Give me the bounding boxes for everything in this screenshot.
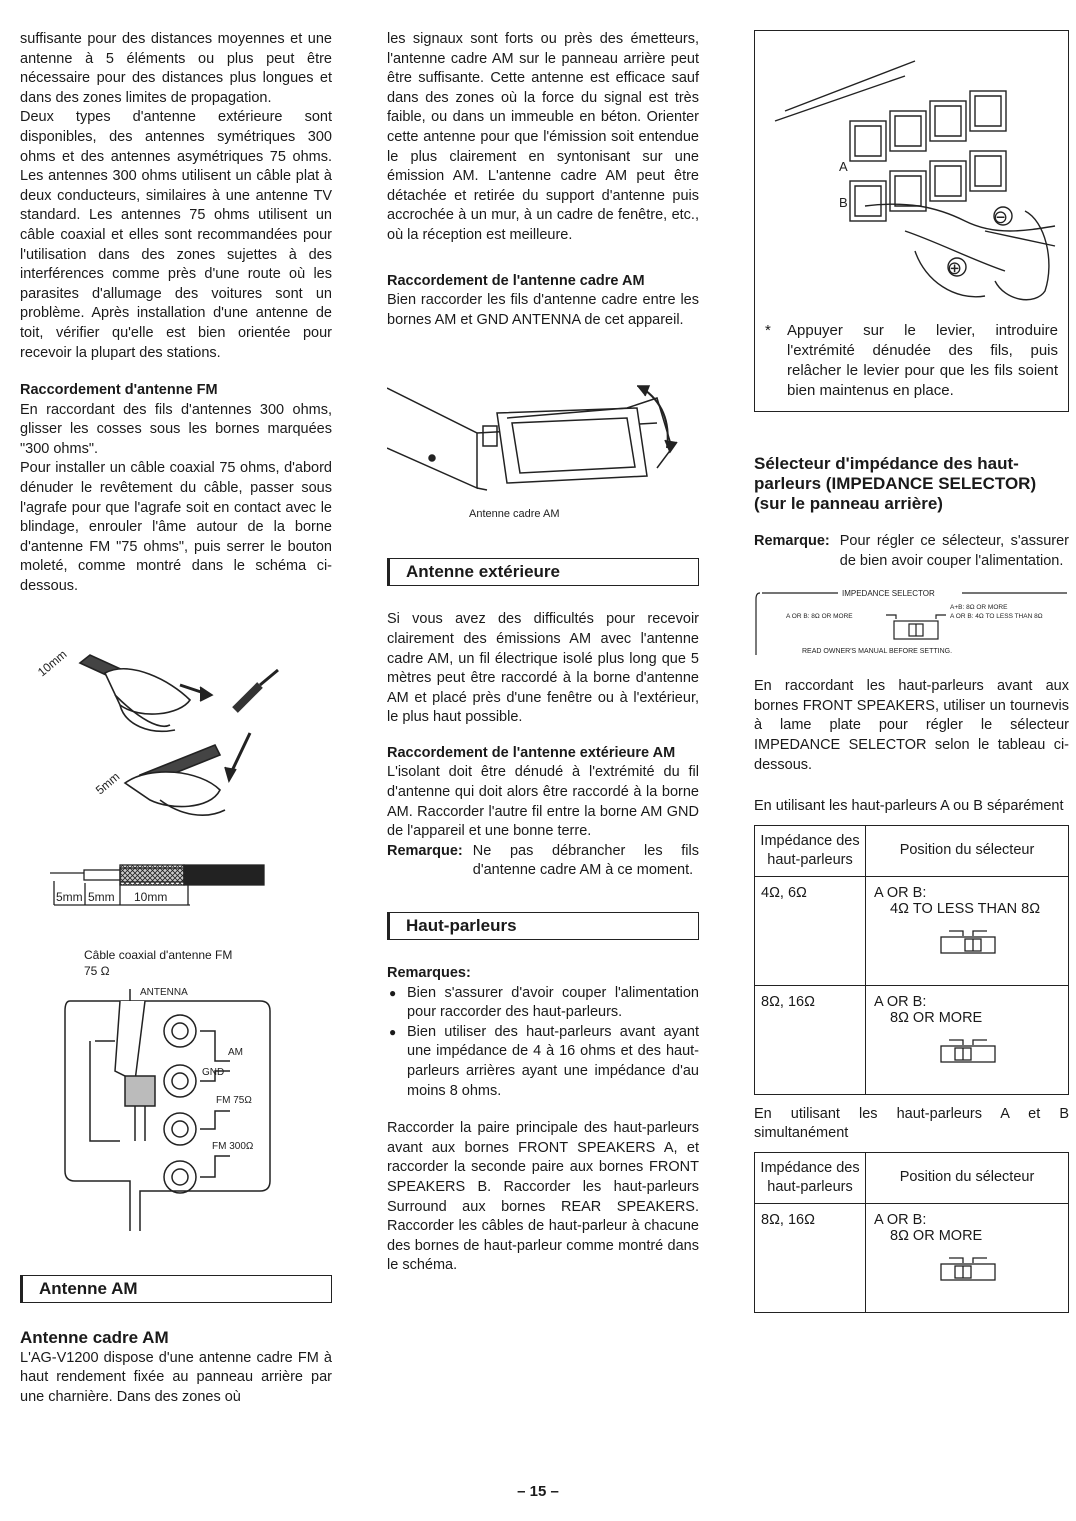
table-cell-impedance: 8Ω, 16Ω xyxy=(755,1203,866,1312)
terminal-note-text: Appuyer sur le levier, introduire l'extrémité dénudée des fils, puis relâcher le levier pour que les fils soient bien maintenus en place. xyxy=(787,322,1058,399)
table-cell-position xyxy=(866,876,1069,985)
dim-a-label: 5mm xyxy=(56,889,83,904)
fm-paragraph-1: En raccordant des fils d'antennes 300 ohms, glisser les cosses sous les bornes marquées "300 ohms". xyxy=(20,401,332,457)
loop-continued-paragraph: les signaux sont forts ou près des émetteurs, l'antenne cadre AM sur le panneau arrière peut être suffisante. Cette antenne est efficace sauf dans des zones où la force du signal est très faible, ou dans un immeuble en béton. Orienter cette antenne pour que l'émission soit entendue le plus clairement en syntonisant sur une émission AM. L'antenne cadre AM peut être détachée et retirée du support d'antenne puis accrochée à un mur, à un cadre de fenêtre, etc., où la réception est meilleure. xyxy=(387,31,699,243)
selector-switch-icon xyxy=(933,1254,1003,1282)
speaker-connection-paragraph: Raccorder la paire principale des haut-parleurs avant aux bornes FRONT SPEAKERS A, et raccorder la seconde paire aux bornes FRONT SPEAKERS B. Raccorder les haut-parleurs Surround aux bornes REAR SPEAKERS. Raccorder les câbles de haut-parleur à chacune des bornes de haut-parleur comme montré dans le schéma. xyxy=(387,1120,699,1274)
list-item: ● Bien s'assurer d'avoir couper l'alimentation pour raccorder des haut-parleurs. xyxy=(387,984,699,1023)
loop-connection-paragraph: Bien raccorder les fils d'antenne cadre entre les bornes AM et GND ANTENNA de cet appareil. xyxy=(387,292,699,328)
panel-title: IMPEDANCE SELECTOR xyxy=(842,589,935,599)
terminal-am-label: AM xyxy=(228,1046,243,1058)
antenna-types-paragraph: Deux types d'antenne extérieure sont disponibles, des antennes symétriques 300 ohms et des antennes asymétriques 75 ohms. Les antennes 300 ohms utilisent un câble plat à deux conducteurs, similaires à une antenne TV standard. Les antennes 75 ohms utilisent un câble coaxial et elles sont recommandées pour l'utilisation dans des zones sujettes à des interférences comme près d'une route où les parasites d'allumage des voitures sont un problème. Après installation d'une antenne de toit, vérifier qu'elle est bien orientée pour recevoir la plupart des stations. xyxy=(20,109,332,361)
remarks-heading: Remarques: xyxy=(387,965,471,982)
remark-label: Remarque: xyxy=(754,533,830,549)
fm-connection-heading: Raccordement d'antenne FM xyxy=(20,382,218,399)
remark-text: Ne pas débrancher les fils d'antenne cadre AM à ce moment. xyxy=(472,842,699,879)
coax-dimension-illustration xyxy=(20,853,332,913)
column-1 xyxy=(20,30,332,1407)
panel-right-label-2: A OR B: 4Ω TO LESS THAN 8Ω xyxy=(950,613,1043,621)
outdoor-remark xyxy=(387,842,699,881)
selector-switch-icon xyxy=(933,1036,1003,1064)
table-header-position: Position du sélecteur xyxy=(866,825,1069,876)
panel-bottom-label: READ OWNER'S MANUAL BEFORE SETTING. xyxy=(802,648,953,656)
dim-10mm-label: 10mm xyxy=(34,646,70,679)
table-header-position: Position du sélecteur xyxy=(866,1152,1069,1203)
page-number: – 15 – xyxy=(517,1483,559,1500)
front-speakers-paragraph: En raccordant les haut-parleurs avant aux bornes FRONT SPEAKERS, utiliser un tournevis à lame plate pour régler le sélecteur IMPEDANCE SELECTOR selon le tableau ci-dessous. xyxy=(754,678,1069,773)
column-3 xyxy=(754,30,1069,1313)
outdoor-antenna-section-box: Antenne extérieure xyxy=(387,558,699,586)
loop-antenna-paragraph: L'AG-V1200 dispose d'une antenne cadre FM à haut rendement fixée au panneau arrière par une charnière. Dans des zones où xyxy=(20,1349,332,1405)
terminal-antenna-label: ANTENNA xyxy=(140,986,188,998)
speakers-section-box: Haut-parleurs xyxy=(387,912,699,940)
terminal-a-label: A xyxy=(839,159,848,174)
dim-b-label: 5mm xyxy=(88,889,115,904)
position-value: 4Ω TO LESS THAN 8Ω xyxy=(890,900,1041,917)
terminal-fm300-label: FM 300Ω xyxy=(212,1140,254,1152)
table-cell-impedance: 8Ω, 16Ω xyxy=(755,985,866,1094)
terminal-fm75-label: FM 75Ω xyxy=(216,1094,252,1106)
impedance-table-separate xyxy=(754,825,1069,1095)
position-label: A OR B: xyxy=(874,1211,927,1228)
intro-paragraph: suffisante pour des distances moyennes et une antenne à 5 éléments ou plus peut être nécessaire pour des distances plus longues et dans des zones limites de propagation. xyxy=(20,31,332,106)
remark-text: Pour régler ce sélecteur, s'assurer de bien avoir couper l'alimentation. xyxy=(839,533,1069,569)
terminal-gnd-label: GND xyxy=(202,1066,225,1078)
outdoor-connection-paragraph: L'isolant doit être dénudé à l'extrémité du fil d'antenne qui doit alors être raccordé à la borne AM. Raccorder l'autre fil entre la borne AM GND de l'appareil et une bonne terre. xyxy=(387,764,699,840)
table-cell-impedance: 4Ω, 6Ω xyxy=(755,876,866,985)
antenna-terminal-illustration xyxy=(20,981,332,1231)
position-value: 8Ω OR MORE xyxy=(890,1009,983,1026)
terminal-figure-box xyxy=(754,30,1069,412)
impedance-remark xyxy=(754,532,1069,571)
table-row xyxy=(755,876,1069,985)
am-antenna-section-box: Antenne AM xyxy=(20,1275,332,1303)
column-2 xyxy=(387,30,699,1276)
simultaneous-use-paragraph: En utilisant les haut-parleurs A et B simultanément xyxy=(754,1105,1069,1142)
table-header-impedance: Impédance des haut-parleurs xyxy=(755,825,866,876)
remarks-list xyxy=(387,984,699,1102)
outdoor-antenna-paragraph: Si vous avez des difficultés pour recevoir clairement des émissions AM avec l'antenne cadre AM, un fil électrique isolé plus long que 5 mètres peut être raccordé à la borne d'antenne AM et placé près d'une fenêtre ou à l'extérieur, le plus haut possible. xyxy=(387,611,699,726)
coax-caption: Câble coaxial d'antenne FM 75 Ω xyxy=(84,947,233,978)
loop-antenna-caption: Antenne cadre AM xyxy=(469,508,560,521)
remark-label: Remarque: xyxy=(387,842,463,859)
cable-stripping-illustration xyxy=(20,625,332,835)
outdoor-connection-heading: Raccordement de l'antenne extérieure AM xyxy=(387,744,676,761)
loop-antenna-illustration xyxy=(387,378,699,528)
loop-connection-heading: Raccordement de l'antenne cadre AM xyxy=(387,272,645,289)
selector-switch-icon xyxy=(933,927,1003,955)
impedance-selector-panel xyxy=(754,585,1069,663)
position-value: 8Ω OR MORE xyxy=(890,1227,983,1244)
table-row xyxy=(755,985,1069,1094)
separate-use-paragraph: En utilisant les haut-parleurs A ou B séparément xyxy=(754,798,1064,815)
minus-symbol: ⊖ xyxy=(993,207,1009,228)
table-row xyxy=(755,1203,1069,1312)
panel-left-label: A OR B: 8Ω OR MORE xyxy=(786,613,853,621)
dim-c-label: 10mm xyxy=(134,889,168,904)
impedance-selector-heading: Sélecteur d'impédance des haut-parleurs (IMPEDANCE SELECTOR) (sur le panneau arrière) xyxy=(754,454,1037,513)
terminal-note: * Appuyer sur le levier, introduire l'extrémité dénudée des fils, puis relâcher le levier pour que les fils soient bien maintenus en place. xyxy=(765,322,1058,399)
speaker-terminal-illustration xyxy=(755,31,1068,321)
position-label: A OR B: xyxy=(874,884,927,901)
position-label: A OR B: xyxy=(874,993,927,1010)
list-item: ● Bien utiliser des haut-parleurs avant ayant une impédance de 4 à 16 ohms et des haut-parleurs arrières ayant une impédance d'au moins 8 ohms. xyxy=(387,1023,699,1101)
dim-5mm-label: 5mm xyxy=(92,769,123,797)
impedance-table-simultaneous xyxy=(754,1152,1069,1313)
plus-symbol: ⊕ xyxy=(947,258,963,279)
terminal-b-label: B xyxy=(839,195,848,210)
panel-right-label-1: A+B: 8Ω OR MORE xyxy=(950,604,1008,612)
table-cell-position xyxy=(866,1203,1069,1312)
table-cell-position xyxy=(866,985,1069,1094)
loop-antenna-heading: Antenne cadre AM xyxy=(20,1327,169,1347)
table-header-impedance: Impédance des haut-parleurs xyxy=(755,1152,866,1203)
fm-paragraph-2: Pour installer un câble coaxial 75 ohms, d'abord dénuder le revêtement du câble, passer sous l'agrafe pour que l'agrafe soit en contact avec le blindage, enrouler l'âme autour de la borne d'antenne FM "75 ohms", puis serrer le bouton moleté, comme montré dans le schéma ci-dessous. xyxy=(20,460,332,595)
